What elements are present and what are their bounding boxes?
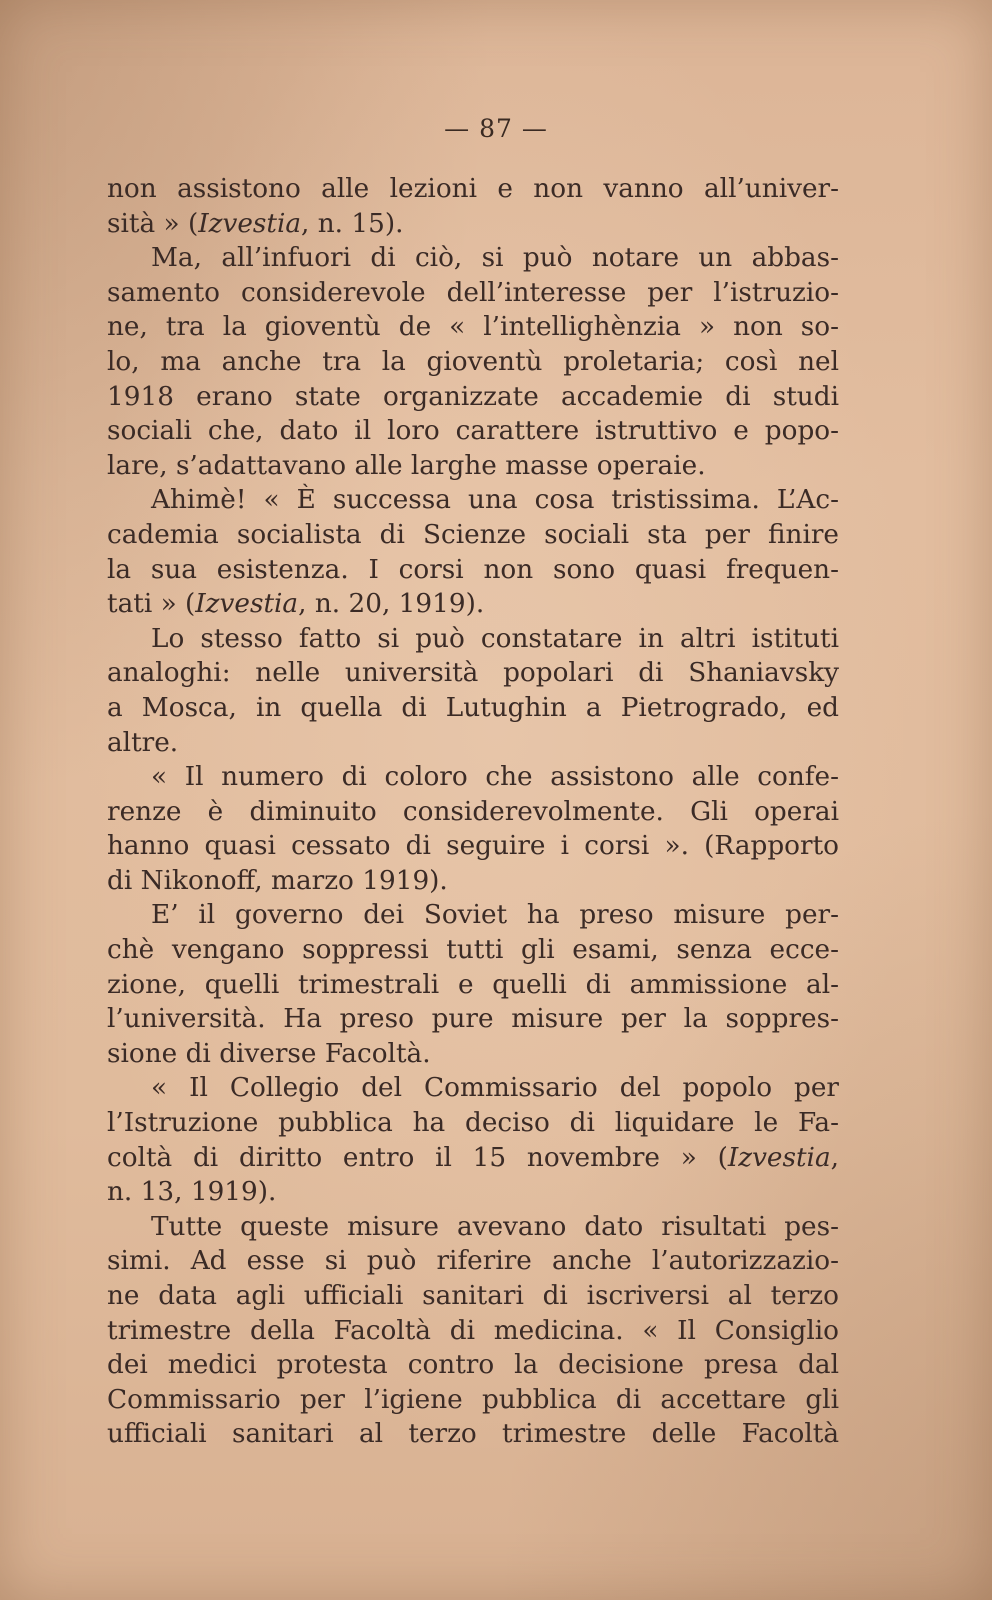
text-line-content: Tutte queste misure avevano dato risultati pes- <box>151 1211 839 1242</box>
text-line-content: dei medici protesta contro la decisione presa dal <box>107 1350 839 1381</box>
text-line <box>107 933 839 968</box>
text-line-content: « Il numero di coloro che assistono alle confe- <box>151 762 839 793</box>
text-line-content: chè vengano soppressi tutti gli esami, senza ecce- <box>107 935 839 966</box>
text-line <box>107 1348 839 1383</box>
text-line <box>107 864 839 899</box>
text-line-content: ufficiali sanitari al terzo trimestre delle Facoltà <box>107 1419 839 1450</box>
text-line-content: tati » ( <box>107 589 196 620</box>
text-line <box>107 1383 839 1418</box>
text-line <box>107 1417 839 1452</box>
text-line <box>107 656 839 691</box>
text-line <box>107 310 839 345</box>
citation-source: Izvestia <box>198 208 302 239</box>
body-text <box>107 172 839 1452</box>
text-line-content: analoghi: nelle università popolari di Shaniavsky <box>107 658 839 689</box>
text-line-content: zione, quelli trimestrali e quelli di ammissione al- <box>107 969 839 1000</box>
text-line-content: ne data agli ufficiali sanitari di iscriversi al terzo <box>107 1281 839 1311</box>
citation-source: Izvestia <box>195 589 299 620</box>
text-line-content: Commissario per l’igiene pubblica di accettare gli <box>107 1384 839 1415</box>
text-line <box>107 691 839 726</box>
text-line <box>107 172 839 207</box>
text-line-content: Lo stesso fatto si può constatare in altri istituti <box>151 623 839 654</box>
text-line <box>107 449 839 484</box>
text-line <box>107 1175 839 1210</box>
text-line-content: ne, tra la gioventù de « l’intellighènzia » non so- <box>107 312 839 343</box>
text-line <box>107 968 839 1003</box>
text-line-content: l’Istruzione pubblica ha deciso di liquidare le Fa- <box>107 1108 839 1139</box>
text-line-content: trimestre della Facoltà di medicina. « Il Consiglio <box>107 1315 839 1346</box>
text-line-content: non assistono alle lezioni e non vanno all’univer- <box>107 174 839 204</box>
text-line-content: Ahimè! « È successa una cosa tristissima. L’Ac- <box>151 485 839 516</box>
text-line <box>107 483 839 518</box>
text-line-content: lare, s’adattavano alle larghe masse operaie. <box>107 450 706 481</box>
text-line <box>107 587 839 622</box>
text-line <box>107 622 839 657</box>
text-line <box>107 1314 839 1349</box>
text-line <box>107 207 839 242</box>
text-line-content: hanno quasi cessato di seguire i corsi ». (Rapporto <box>107 831 839 862</box>
text-line-content: cademia socialista di Scienze sociali sta per finire <box>107 519 839 550</box>
text-line-content: Ma, all’infuori di ciò, si può notare un abbas- <box>151 243 839 274</box>
text-line <box>107 1071 839 1106</box>
text-line <box>107 380 839 415</box>
text-line-tail: , n. 20, 1919). <box>298 589 485 620</box>
text-line-content: sociali che, dato il loro carattere istruttivo e popo- <box>107 416 839 447</box>
text-line <box>107 1141 839 1176</box>
text-line <box>107 518 839 553</box>
text-line-content: sità » ( <box>107 208 199 239</box>
text-line-content: renze è diminuito considerevolmente. Gli operai <box>107 796 839 827</box>
text-line <box>107 276 839 311</box>
text-line <box>107 1106 839 1141</box>
text-line <box>107 1210 839 1245</box>
text-line <box>107 898 839 933</box>
text-line-content: « Il Collegio del Commissario del popolo per <box>151 1073 839 1104</box>
text-line <box>107 760 839 795</box>
text-line-content: n. 13, 1919). <box>107 1177 277 1208</box>
text-line-content: di Nikonoff, marzo 1919). <box>107 865 448 896</box>
text-line <box>107 1002 839 1037</box>
text-line <box>107 1244 839 1279</box>
text-line-content: 1918 erano state organizzate accademie di studi <box>107 381 839 412</box>
text-line-content: lo, ma anche tra la gioventù proletaria; così nel <box>107 346 839 377</box>
text-line <box>107 553 839 588</box>
text-line-content: a Mosca, in quella di Lutughin a Pietrogrado, ed <box>107 692 839 723</box>
text-line-content: altre. <box>107 727 179 758</box>
text-line-content: sione di diverse Facoltà. <box>107 1038 431 1069</box>
text-line-content: samento considerevole dell’interesse per l’istruzio- <box>107 277 839 308</box>
citation-source: Izvestia <box>727 1142 831 1173</box>
text-line-tail: , n. 15). <box>301 208 404 239</box>
text-line-content: l’università. Ha preso pure misure per la soppres- <box>107 1004 839 1035</box>
text-line <box>107 241 839 276</box>
text-line <box>107 1279 839 1314</box>
text-line <box>107 795 839 830</box>
text-line <box>107 1037 839 1072</box>
text-line <box>107 345 839 380</box>
text-line <box>107 726 839 761</box>
text-line-content: simi. Ad esse si può riferire anche l’autorizzazio- <box>107 1246 839 1277</box>
text-line-content: E’ il governo dei Soviet ha preso misure per- <box>151 900 839 931</box>
page-number: — 87 — <box>444 114 548 143</box>
text-line-tail: , <box>830 1142 839 1173</box>
text-line <box>107 414 839 449</box>
text-line-content: la sua esistenza. I corsi non sono quasi frequen- <box>107 554 839 585</box>
text-line <box>107 829 839 864</box>
text-line-content: coltà di diritto entro il 15 novembre » ( <box>107 1142 728 1173</box>
